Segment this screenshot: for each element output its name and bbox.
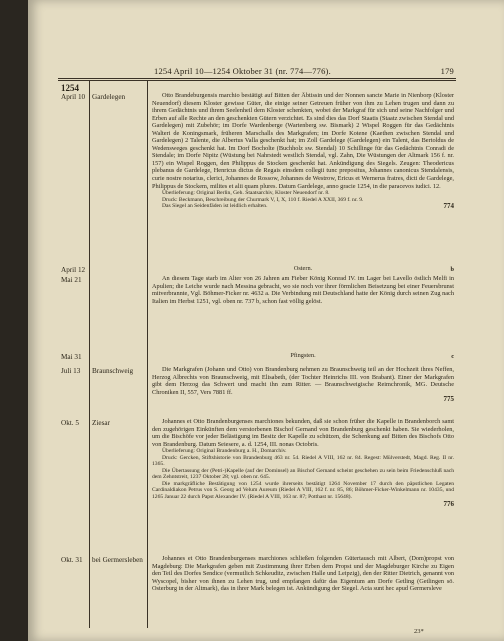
date-column-rule: [89, 80, 90, 628]
seal-note: Das Siegel an Seidenfäden ist leidlich erhalten.: [162, 203, 268, 210]
entry-date: Mai 21: [61, 276, 82, 284]
entry-date: Mai 31: [61, 353, 82, 361]
place-column-rule: [147, 80, 148, 628]
regest-775: [152, 366, 454, 404]
commentary-note: Die markgräfliche Bestätigung von 1254 wurde ihrerseits bestätigt 1264 November 17 durch den päpstlichen Legaten Cardinaldiakon Petrus von S. Georg ad Velum Aureum (Riedel A VIII, 162 f. nr. 85, 86; Böhmer-Ficker-Winkelmann nr. 10435, und 1265 Januar 22 durch Papst Alexander IV. (Riedel A VIII, 163 nr. 87; Potthast nr. 15648).: [152, 480, 454, 501]
regest-number: 774: [443, 202, 454, 211]
regest-774: [152, 92, 454, 211]
entry-date: April 12: [61, 266, 86, 274]
print-note: Druck: Beckmann, Beschreibung der Churmark V, I, X, 110 f. Riedel A XXII, 369 f. nr. 9.: [162, 196, 364, 203]
regest-text: An diesem Tage starb im Alter von 26 Jahren am Fieber König Konrad IV. im Lager bei Lavello östlich Melfi in Apulien; die Leiche wurde nach Messina gebracht, wo sie noch vor ihrer förmlichen Beisetzung bei einer Feuersbrunst mitverbrannte, Vgl. Böhmer-Ficker nr. 4632 a. Die Verbindung mit Deutschland hatte der König durch seinen Zug nach Italien im Herbst 1251, vgl. oben nr. 737 b, schon fast völlig gelöst.: [152, 275, 454, 305]
regest-text: Johannes et Otto Brandenburgenses marchiones schließen folgenden Gütertausch mit Albert, (Dom)propst von Magdeburg: Die Markgrafen geben mit Zustimmung ihrer Erben dem Propst und der Magdeburger Kirche zu Eigen den Teil des Dorfes Sendice (vermutlich Schkeuditz, zwischen Halle und Leipzig), den der Ritter Dietrich, genannt von Wyscopel, bisher von ihnen zu Lehen trug, und empfangen dafür das Eigentum am Dorfe Getling (Getlingen sö. Osterburg in der Altmark), das in ihrer Mark belegen ist. Ankündigung der Siegel. Acta sunt hec apud Germersleve: [152, 555, 454, 593]
tradition-note: Überlieferung: Original Berlin, Geh. Staatsarchiv, Kloster Neuendorf nr. 8.: [162, 190, 330, 197]
page-number: 179: [440, 66, 454, 76]
regest-number: 776: [443, 499, 454, 508]
regest-text: Johannes et Otto Brandenburgenses marchiones bekunden, daß sie schon früher die Kapelle in Brandenborch samt den zugehörigen Einkünften dem verstorbenen Bischof Gernand von Brandenburg geschenkt haben. Sie wiederholen, um die Bischöfe vor jeder Belästigung im Besitz der Kapelle zu schützen, die Schenkung auf Bitten des Bischofs Otto von Brandenburg. Datum Seiesere, a. d. 1254, III. nonas Octobris.: [152, 418, 454, 448]
regest-number: 775: [443, 395, 454, 404]
regest-text: Otto Brandeburgensis marchio bestätigt auf Bitten der Äbtissin und der Nonnen sancte Marie in Nienborp (Kloster Neuendorf) diesem Kloster gewisse Güter, die einige seiner Getreuen früher von ihm zu Lehen trugen und dann zu ihrem Gedächtnis und ihrem Seelenheil dem Kloster schenkten, wobei der Markgraf für sich und seine Nachfolger und Erben auf alle Rechte an den geschenkten Gütern verzichtet. Es sind dies das Dorf Staatis (Staatz zwischen Stendal und Gardelegen) mit Zubehör; im Dorfe Wardenberge (Wartenberg sw. Bismark) 2 Wispel Roggen für das Gedächtnis Walteri de Koningsmark, früheren Marschalls des Markgrafen; im Dorfe Kotene (Kaethen zwischen Stendal und Gardelegen) 2 Talente, die Albertus Valla geschenkt hat; im Zoll Gardelege (Gardelegen) ein Talent, das Bertoldus de Wedensweges geschenkt hat. Im Dorf Bocholte (Buchholz sw. Stendal) 10 Schillinge für das Gedächtnis Conradi de Stendale; im Dorfe Nipitz (Wüstung bei Nahrstedt westlich Stendal, vgl. Zahn, Die Wüstungen der Altmark 156 f. nr. 157) ein Wispel Roggen, den Philippus de Stocken geschenkt hat. Ankündigung des Siegels. Zeugen: Theodericus plebanus de Gardelege, Henricus dictus de Regais einsdem collegii tunc prepositus, Johannes canonicus Stendalensis, curie nostre notarius, clerici, Johannes de Rossow, Johannes de Westrow, Ericus et Wernerus fratres, dicti de Gardelege, Philippus de Stockem, milites et alii quam plures. Datum Gardelege, anno gracie 1254, in die paracevos iudici. 12.: [152, 92, 454, 190]
entry-date: Okt. 5: [61, 419, 79, 427]
regest-776: [152, 418, 454, 508]
commentary-note: Die Übertassung der (Petri-)Kapelle (auf der Dominsel) an Bischof Gernand scheint geschehen zu sein beim Friedenschluß nach dem Zehntstreit, 1237 Oktober 28; vgl. oben nr. 645.: [152, 467, 454, 481]
entry-date: Okt. 31: [61, 556, 83, 564]
entry-suffix: b: [450, 265, 454, 273]
entry-suffix: c: [451, 352, 454, 360]
entry-place: bei Germersleben: [92, 556, 143, 564]
tradition-note: Überlieferung: Original Brandenburg a. H., Domarchiv.: [162, 448, 287, 455]
header-date-range: 1254 April 10—1254 Oktober 31 (nr. 774—776).: [154, 66, 331, 76]
entry-place: Braunschweig: [92, 367, 134, 375]
entry-place: Gardelegen: [92, 93, 126, 101]
entry-date: Juli 13: [61, 367, 81, 375]
year-heading: 1254: [61, 83, 79, 93]
print-note: Druck: Gercken, Stiftshistorie von Brandenburg 463 nr. 54. Riedel A VIII, 162 nr. 84. Regest: Mülverstedt, Magd. Reg. II nr. 1365.: [152, 454, 454, 468]
entry-place: Ziesar: [92, 419, 110, 427]
regest-773b: [152, 265, 454, 305]
header-rule: [58, 78, 456, 79]
entry-date: April 10: [61, 93, 86, 101]
regest-777: [152, 555, 454, 593]
feast-heading: Ostern.: [293, 265, 313, 272]
header-rule-double: [58, 80, 456, 81]
regest-773c: [152, 352, 454, 360]
regest-text: Die Markgrafen (Johann und Otto) von Brandenburg nehmen zu Braunschweig teil an der Hochzeit ihres Neffen, Herzog Albrechts von Braunschweig, mit Elisabeth, (der Tochter Heinrichs III. von Brabant). Einer der Markgrafen gibt dem Herzog das Schwert und macht ihn zum Ritter. — Braunschweigische Reimchronik, MG. Deutsche Chroniken II, 557, Vers 7881 ff.: [152, 366, 454, 396]
feast-heading: Pfingsten.: [290, 352, 316, 359]
signature-mark: 23*: [414, 628, 424, 635]
